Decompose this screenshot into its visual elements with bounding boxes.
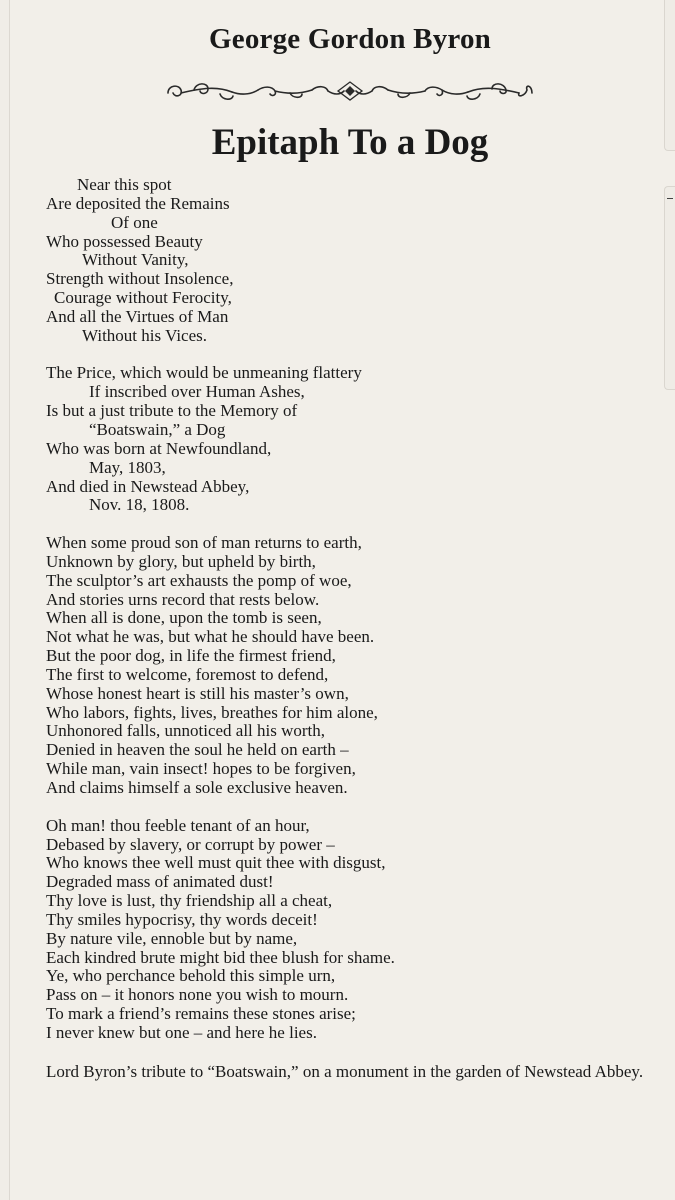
poem-line: Who possessed Beauty bbox=[46, 231, 203, 251]
poem-body bbox=[46, 176, 671, 1043]
stanza-gap bbox=[46, 515, 671, 534]
poem-line: Pass on – it honors none you wish to mourn. bbox=[46, 985, 349, 1005]
poem-line: And claims himself a sole exclusive heaven. bbox=[46, 778, 348, 797]
poem-line: The sculptor’s art exhausts the pomp of woe, bbox=[46, 570, 352, 590]
poem-line: May, 1803, bbox=[89, 457, 166, 477]
stanza-gap bbox=[46, 346, 671, 365]
poem-line: Are deposited the Remains bbox=[46, 193, 230, 213]
scroll-flourish-divider-icon bbox=[162, 76, 538, 106]
poem-line: Whose honest heart is still his master’s own, bbox=[46, 683, 349, 703]
poem-line: To mark a friend’s remains these stones arise; bbox=[46, 1004, 356, 1024]
poem-line: Who was born at Newfoundland, bbox=[46, 438, 272, 458]
memorial-stanza bbox=[46, 364, 671, 515]
poem-line: Denied in heaven the soul he held on earth – bbox=[46, 740, 349, 760]
poem-line: Courage without Ferocity, bbox=[54, 288, 232, 308]
poem-line: Nov. 18, 1808. bbox=[89, 495, 190, 515]
poem-line: Thy love is lust, thy friendship all a cheat, bbox=[46, 891, 333, 911]
poem-line: Thy smiles hypocrisy, thy words deceit! bbox=[46, 909, 318, 929]
author-heading: George Gordon Byron bbox=[209, 23, 491, 55]
poem-line: When some proud son of man returns to earth, bbox=[46, 533, 362, 553]
poem-line: And died in Newstead Abbey, bbox=[46, 476, 250, 496]
poem-line: If inscribed over Human Ashes, bbox=[89, 382, 305, 402]
poem-line: Unhonored falls, unnoticed all his worth, bbox=[46, 721, 326, 741]
poem-line: Without his Vices. bbox=[82, 325, 208, 345]
poem-line: Near this spot bbox=[77, 175, 172, 194]
verse-stanza-2 bbox=[46, 817, 671, 1043]
poem-line: Debased by slavery, or corrupt by power – bbox=[46, 834, 335, 854]
poem-line: Oh man! thou feeble tenant of an hour, bbox=[46, 815, 310, 835]
poem-line: Ye, who perchance behold this simple urn, bbox=[46, 966, 336, 986]
poem-line: The Price, which would be unmeaning flattery bbox=[46, 363, 362, 383]
poem-line: Each kindred brute might bid thee blush for shame. bbox=[46, 947, 395, 967]
poem-line: Of one bbox=[111, 212, 158, 232]
verse-stanza-1 bbox=[46, 534, 671, 798]
poem-line: Unknown by glory, but upheld by birth, bbox=[46, 551, 316, 571]
poem-line: While man, vain insect! hopes to be forgiven, bbox=[46, 759, 356, 779]
left-page-edge bbox=[0, 0, 10, 1200]
poem-line: And all the Virtues of Man bbox=[46, 306, 229, 326]
poem-line: By nature vile, ennoble but by name, bbox=[46, 928, 298, 948]
poem-line: I never knew but one – and here he lies. bbox=[46, 1022, 317, 1042]
poem-line: Is but a just tribute to the Memory of bbox=[46, 401, 298, 421]
poem-line: Not what he was, but what he should have been. bbox=[46, 627, 375, 647]
poem-title: Epitaph To a Dog bbox=[211, 122, 489, 163]
poem-line: And stories urns record that rests below. bbox=[46, 589, 320, 609]
poem-line: The first to welcome, foremost to defend, bbox=[46, 664, 329, 684]
poem-line: Who labors, fights, lives, breathes for him alone, bbox=[46, 702, 378, 722]
poem-line: “Boatswain,” a Dog bbox=[89, 419, 226, 439]
poem-line: Who knows thee well must quit thee with disgust, bbox=[46, 853, 386, 873]
epitaph-stanza bbox=[46, 176, 671, 346]
poem-line: Degraded mass of animated dust! bbox=[46, 872, 274, 892]
monument-caption: Lord Byron’s tribute to “Boatswain,” on a monument in the garden of Newstead Abbey. bbox=[46, 1062, 644, 1081]
poem-line: Without Vanity, bbox=[82, 250, 189, 270]
poem-line: When all is done, upon the tomb is seen, bbox=[46, 608, 322, 628]
stanza-gap bbox=[46, 798, 671, 817]
poem-line: But the poor dog, in life the firmest friend, bbox=[46, 646, 336, 666]
poem-line: Strength without Insolence, bbox=[46, 269, 234, 289]
